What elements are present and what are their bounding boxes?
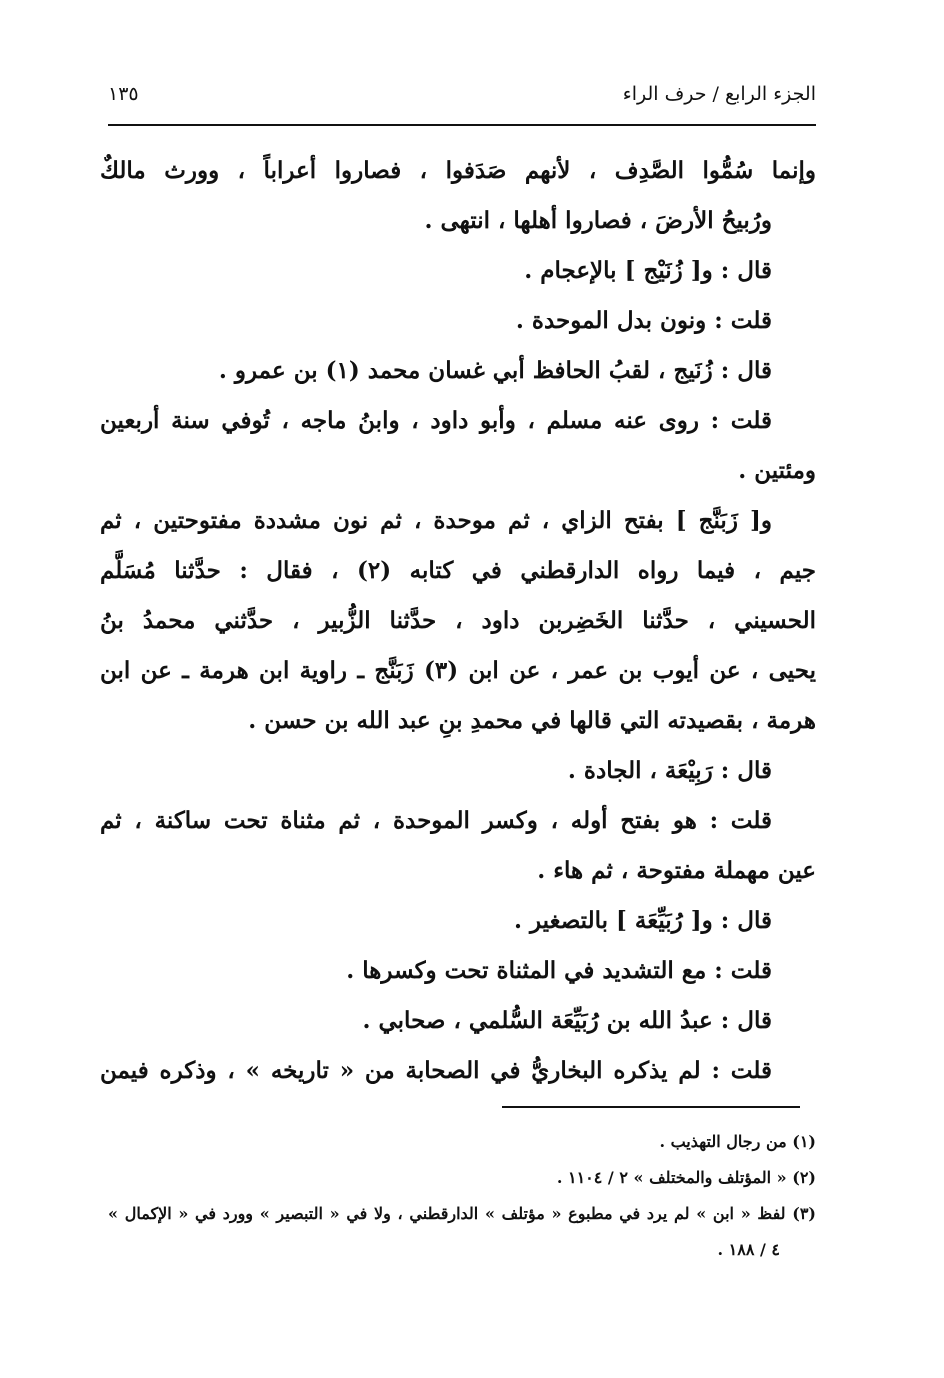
page-number: ١٣٥ xyxy=(108,83,139,105)
footnote: (٣) لفظ « ابن » لم يرد في مطبوع « مؤتلف » الدارقطني ، ولا في « التبصير » وورد في « الإكمال » xyxy=(108,1204,816,1223)
footnote-divider xyxy=(502,1106,800,1108)
footnote-continuation: ٤ / ١٨٨ . xyxy=(717,1240,780,1259)
running-title: الجزء الرابع / حرف الراء xyxy=(622,83,816,105)
text-line: قال : عبدُ الله بن رُبَيِّعَة السُّلمي ، صحابي . xyxy=(362,1007,772,1034)
text-line: قلت : هو بفتح أوله ، وكسر الموحدة ، ثم مثناة تحت ساكنة ، ثم xyxy=(100,807,772,834)
text-line: قلت : ونون بدل الموحدة . xyxy=(515,307,772,334)
page-header xyxy=(108,72,816,116)
text-line: يحيى ، عن أيوب بن عمر ، عن ابن (٣) زَبَنَّج ـ راوية ابن هرمة ـ عن ابن xyxy=(100,657,816,684)
text-line: قلت : روى عنه مسلم ، وأبو داود ، وابنُ ماجه ، تُوفي سنة أربعين xyxy=(100,407,772,434)
text-line: ورُبيحُ الأرضَ ، فصاروا أهلها ، انتهى . xyxy=(424,207,772,234)
footnote: (٢) « المؤتلف والمختلف » ٢ / ١١٠٤ . xyxy=(556,1168,816,1187)
text-line: قال : و[ زُنَيْج ] بالإعجام . xyxy=(524,257,772,284)
text-line: قلت : لم يذكره البخاريُّ في الصحابة من « تاريخه » ، وذكره فيمن xyxy=(100,1057,772,1084)
text-line: قلت : مع التشديد في المثناة تحت وكسرها . xyxy=(346,957,772,984)
text-line: عين مهملة مفتوحة ، ثم هاء . xyxy=(537,857,816,884)
main-text xyxy=(100,146,816,1096)
text-line: جيم ، فيما رواه الدارقطني في كتابه (٢) ، فقال : حدَّثنا مُسَلَّم xyxy=(100,557,816,584)
text-line: هرمة ، بقصيدته التي قالها في محمدِ بنِ عبد الله بن حسن . xyxy=(248,707,816,734)
text-line: و[ زَبَنَّج ] بفتح الزاي ، ثم موحدة ، ثم نون مشددة مفتوحتين ، ثم xyxy=(100,507,772,534)
text-line: قال : زُنَيج ، لقبُ الحافظ أبي غسان محمد (١) بن عمرو . xyxy=(218,357,772,384)
text-line: وإنما سُمُّوا الصَّدِف ، لأنهم صَدَفوا ، فصاروا أعراباً ، وورث مالكٌ xyxy=(100,157,816,184)
text-line: ومئتين . xyxy=(738,457,816,484)
header-divider xyxy=(108,124,816,126)
text-line: قال : و[ رُبَيِّعَة ] بالتصغير . xyxy=(513,907,772,934)
footnote: (١) من رجال التهذيب . xyxy=(659,1132,816,1151)
footnotes xyxy=(108,1124,816,1268)
text-line: قال : رَبِيْعَة ، الجادة . xyxy=(567,757,772,784)
text-line: الحسيني ، حدَّثنا الخَضِربن داود ، حدَّثنا الزُّبير ، حدَّثني محمدُ بنُ xyxy=(100,607,816,634)
